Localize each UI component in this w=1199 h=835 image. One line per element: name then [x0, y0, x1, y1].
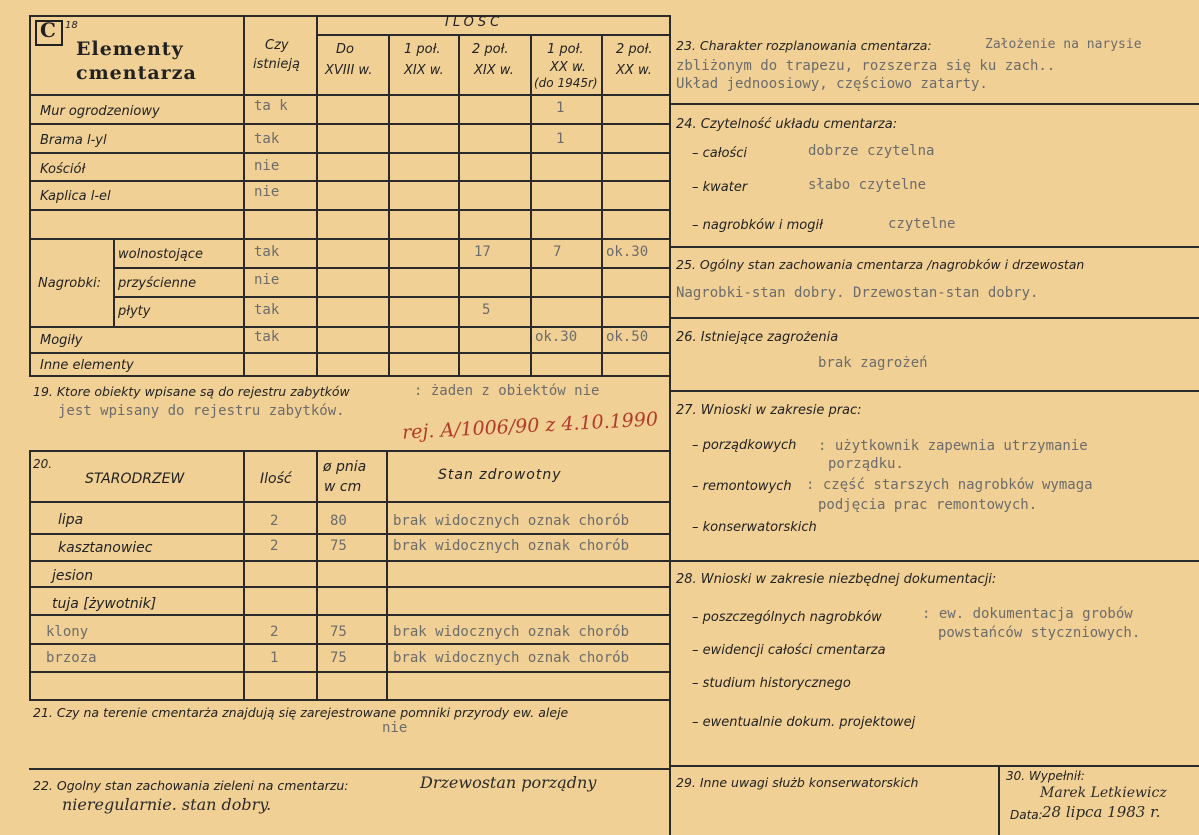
row-line-3 — [29, 180, 669, 182]
q27-konserwatorskich: – konserwatorskich — [692, 520, 817, 535]
tree-row-5-cm: 75 — [330, 624, 347, 640]
q28-label: 28. Wnioski w zakresie niezbędnej dokumentacji: — [676, 572, 997, 587]
q21-label: 21. Czy na terenie cmentarża znajdują się zarejestrowane pomniki przyrody ew. aleje — [33, 705, 569, 720]
q28-nagrobkow-2: powstańców styczniowych. — [938, 625, 1141, 641]
row-mogily-v4: ok.30 — [535, 329, 578, 345]
tree-row-2-stan: brak widocznych oznak chorób — [393, 538, 630, 554]
q27-remontowych: – remontowych — [692, 479, 792, 494]
q23-answer-2: zbliżonym do trapezu, rozszerza się ku zach.. — [676, 58, 1056, 74]
row-wolno-v5: ok.30 — [606, 244, 649, 260]
q27-porzadkowych-1: : użytkownik zapewnia utrzymanie — [818, 438, 1088, 454]
q30-name-signature: Marek Letkiewicz — [1040, 785, 1167, 801]
row-przy-label: przyścienne — [118, 276, 197, 291]
q19-label: 19. Ktore obiekty wpisane są do rejestru zabytków — [33, 384, 350, 399]
row-brama-czy: tak — [254, 131, 280, 147]
q19-bottom — [29, 450, 669, 452]
q28-nagrobkow-1: : ew. dokumentacja grobów — [922, 606, 1133, 622]
row-line-8 — [29, 326, 669, 328]
q30-date-label: Data: — [1010, 808, 1043, 822]
tree-header-bottom — [29, 501, 669, 503]
col2-head-a: 1 poł. — [404, 42, 441, 57]
row-mur-v4: 1 — [556, 100, 565, 116]
row-kaplica-label: Kaplica l-el — [40, 189, 111, 204]
q27-remontowych-2: podjęcia prac remontowych. — [818, 497, 1038, 513]
q28-nagrobkow: – poszczególnych nagrobków — [692, 610, 882, 625]
tree-row-5-ilosc: 2 — [270, 624, 279, 640]
row-line-4 — [29, 209, 669, 211]
tree-row-2-cm: 75 — [330, 538, 347, 554]
row-plyty-czy: tak — [254, 302, 280, 318]
q30-label: 30. Wypełnił: — [1006, 769, 1085, 783]
tree-row-1 — [29, 533, 669, 535]
q29-label: 29. Inne uwagi służb konserwatorskich — [676, 775, 919, 790]
row-przy-czy: nie — [254, 272, 280, 288]
col4-head-b: XX w. — [550, 60, 586, 75]
row-mogily-label: Mogiły — [40, 333, 83, 348]
tree-row-3 — [29, 586, 669, 588]
center-divider — [669, 15, 671, 835]
table-bottom — [29, 375, 669, 377]
tree-row-2-ilosc: 2 — [270, 538, 279, 554]
row-kosciol-label: Kościół — [40, 162, 86, 177]
row-plyty-v3: 5 — [482, 302, 491, 318]
row-line-6 — [113, 267, 669, 269]
col-4-left — [530, 35, 532, 375]
tree-row-2-name: kasztanowiec — [58, 540, 153, 556]
tree-col-pnia-left — [316, 450, 318, 700]
q24-item-2-value: słabo czytelne — [808, 177, 927, 193]
col3-head-b: XIX w. — [474, 63, 514, 78]
col-2-left — [388, 35, 390, 375]
col4-head-c: (do 1945r) — [534, 76, 598, 90]
q24-item-2-key: – kwater — [692, 180, 748, 195]
tree-row-5-stan: brak widocznych oznak chorób — [393, 624, 630, 640]
tree-row-6 — [29, 671, 669, 673]
col2-head-b: XIX w. — [404, 63, 444, 78]
q20-header-stan: Stan zdrowotny — [438, 467, 562, 483]
col5-head-a: 2 poł. — [616, 42, 653, 57]
tree-row-3-name: jesion — [52, 568, 94, 584]
card-number: 18 — [65, 20, 78, 31]
card-letter: C — [40, 18, 56, 42]
q19-handwritten-registry: rej. A/1006/90 z 4.10.1990 — [401, 408, 659, 444]
col3-head-a: 2 poł. — [472, 42, 509, 57]
q28-ewidencji: – ewidencji całości cmentarza — [692, 643, 886, 658]
tree-row-2 — [29, 560, 669, 562]
col5-head-b: XX w. — [616, 63, 652, 78]
q25-answer: Nagrobki-stan dobry. Drzewostan-stan dobry. — [676, 285, 1039, 301]
tree-row-4 — [29, 614, 669, 616]
q22-handwritten-1: Drzewostan porządny — [420, 773, 597, 792]
row-mogily-czy: tak — [254, 329, 280, 345]
nagrobki-split — [113, 240, 115, 328]
col-czy-left — [243, 15, 245, 375]
tree-row-6-cm: 75 — [330, 650, 347, 666]
q26-label: 26. Istniejące zagrożenia — [676, 330, 839, 345]
q28-projektowej: – ewentualnie dokum. projektowej — [692, 715, 916, 730]
q19-answer-2: jest wpisany do rejestru zabytków. — [58, 403, 345, 419]
row-kosciol-czy: nie — [254, 158, 280, 174]
q24-bottom — [669, 246, 1199, 248]
col1-head-b: XVIII w. — [325, 63, 373, 78]
tree-row-4-name: tuja [żywotnik] — [52, 596, 157, 612]
tree-row-5-name: klony — [46, 624, 89, 640]
ilosc-underline — [316, 34, 669, 36]
q22-handwritten-2: nieregularnie. stan dobry. — [62, 795, 272, 814]
card-title-line1: Elementy — [76, 38, 184, 60]
q27-porzadkowych: – porządkowych — [692, 438, 797, 453]
tree-row-6-stan: brak widocznych oznak chorób — [393, 650, 630, 666]
header-ilosc: ILOSC — [445, 15, 504, 30]
row-line-1 — [29, 123, 669, 125]
row-line-5 — [29, 238, 669, 240]
q20-header-pnia-1: ø pnia — [323, 459, 367, 475]
q27-label: 27. Wnioski w zakresie prac: — [676, 403, 862, 418]
row-line-7 — [113, 296, 669, 298]
tree-row-6-ilosc: 1 — [270, 650, 279, 666]
q27-bottom — [669, 560, 1199, 562]
tree-row-1-stan: brak widocznych oznak chorób — [393, 513, 630, 529]
row-wolno-label: wolnostojące — [118, 247, 203, 262]
q24-item-1-key: – całości — [692, 146, 747, 161]
q24-item-3-key: – nagrobków i mogił — [692, 218, 823, 233]
q28-studium: – studium historycznego — [692, 676, 851, 691]
row-mur-czy: ta k — [254, 98, 288, 114]
q20-header-starodrzew: STARODRZEW — [85, 471, 185, 487]
tree-row-1-cm: 80 — [330, 513, 347, 529]
q26-answer: brak zagrożeń — [818, 355, 928, 371]
tree-row-6-name: brzoza — [46, 650, 97, 666]
tree-left-border — [29, 450, 31, 700]
q28-bottom — [669, 765, 1199, 767]
row-mogily-v5: ok.50 — [606, 329, 649, 345]
q29-q30-divider — [998, 765, 1000, 835]
q22-label: 22. Ogolny stan zachowania zieleni na cmentarzu: — [33, 778, 349, 793]
row-line-9 — [29, 352, 669, 354]
row-mur-label: Mur ogrodzeniowy — [40, 104, 160, 119]
col-3-left — [458, 35, 460, 375]
col4-head-a: 1 poł. — [547, 42, 584, 57]
row-brama-v4: 1 — [556, 131, 565, 147]
row-wolno-v4: 7 — [553, 244, 562, 260]
q19-answer-1: : żaden z obiektów nie — [414, 383, 600, 399]
tree-row-1-ilosc: 2 — [270, 513, 279, 529]
row-inne-label: Inne elementy — [40, 358, 134, 373]
q26-bottom — [669, 390, 1199, 392]
q23-answer-1: Założenie na narysie — [985, 37, 1142, 52]
tree-row-5 — [29, 643, 669, 645]
q24-item-3-value: czytelne — [888, 216, 956, 232]
header-bottom — [29, 94, 669, 96]
q21-answer: nie — [382, 720, 408, 736]
q23-answer-3: Układ jednoosiowy, częściowo zatarty. — [676, 76, 988, 92]
q23-bottom — [669, 103, 1199, 105]
tree-col-ilosc-left — [243, 450, 245, 700]
q24-item-1-value: dobrze czytelna — [808, 143, 935, 159]
row-brama-label: Brama l-yl — [40, 133, 107, 148]
card-title-line2: cmentarza — [76, 62, 197, 84]
row-wolno-v3: 17 — [474, 244, 491, 260]
q20-number: 20. — [33, 457, 53, 471]
row-kaplica-czy: nie — [254, 184, 280, 200]
row-nagrobki-label: Nagrobki: — [38, 276, 102, 291]
col-5-left — [601, 35, 603, 375]
tree-row-1-name: lipa — [58, 512, 84, 528]
q30-date: 28 lipca 1983 r. — [1042, 803, 1161, 821]
q20-header-ilosc: Ilość — [260, 471, 292, 487]
q24-label: 24. Czytelność układu cmentarza: — [676, 117, 898, 132]
q27-remontowych-1: : część starszych nagrobków wymaga — [806, 477, 1093, 493]
row-wolno-czy: tak — [254, 244, 280, 260]
tree-col-stan-left — [386, 450, 388, 700]
q23-label: 23. Charakter rozplanowania cmentarza: — [676, 38, 932, 53]
col-czy-right — [316, 15, 318, 375]
q27-porzadkowych-2: porządku. — [828, 456, 904, 472]
row-line-2 — [29, 152, 669, 154]
q20-header-pnia-2: w cm — [324, 479, 362, 495]
tree-bottom — [29, 699, 669, 701]
q21-bottom — [29, 768, 669, 770]
q25-bottom — [669, 317, 1199, 319]
col1-head-a: Do — [336, 42, 354, 57]
top-border — [29, 15, 669, 17]
header-czy-1: Czy — [265, 38, 289, 53]
row-plyty-label: płyty — [118, 304, 151, 319]
header-czy-2: istnieją — [253, 57, 300, 72]
q25-label: 25. Ogólny stan zachowania cmentarza /nagrobków i drzewostan — [676, 257, 1085, 272]
left-border — [29, 15, 31, 375]
